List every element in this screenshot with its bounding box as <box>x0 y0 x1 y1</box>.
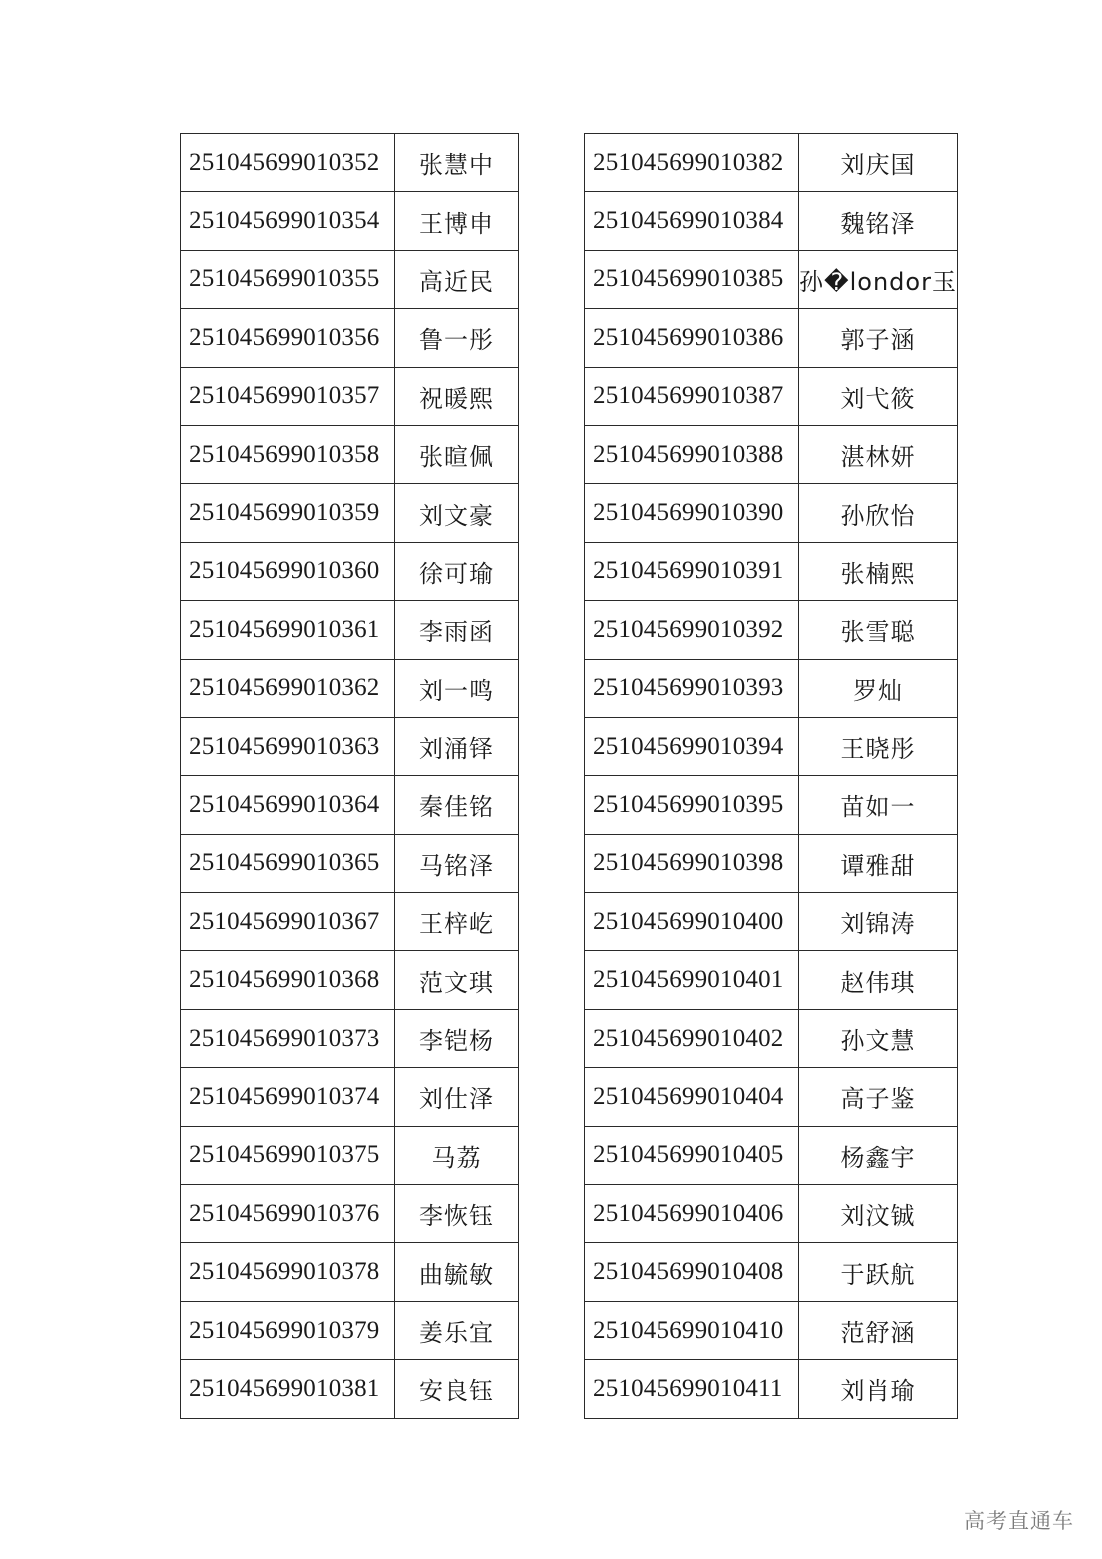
candidate-name-cell: 张楠熙 <box>799 542 958 600</box>
candidate-name-cell: 刘庆国 <box>799 134 958 192</box>
candidate-id-cell: 251045699010382 <box>585 134 799 192</box>
table-row <box>585 1009 958 1067</box>
candidate-name-cell: 李恢钰 <box>395 1185 519 1243</box>
candidate-name-cell: 刘锦涛 <box>799 893 958 951</box>
candidate-name-cell: 范文琪 <box>395 951 519 1009</box>
roster-table-right-body <box>585 134 958 1419</box>
candidate-id-cell: 251045699010411 <box>585 1360 799 1418</box>
candidate-id-cell: 251045699010410 <box>585 1301 799 1359</box>
candidate-id-cell: 251045699010387 <box>585 367 799 425</box>
candidate-id-cell: 251045699010392 <box>585 601 799 659</box>
table-row <box>181 659 519 717</box>
candidate-name-cell: 罗灿 <box>799 659 958 717</box>
table-row <box>181 834 519 892</box>
candidate-name-cell: 范舒涵 <box>799 1301 958 1359</box>
table-row <box>585 717 958 775</box>
candidate-name-cell: 马铭泽 <box>395 834 519 892</box>
candidate-name-cell: 杨鑫宇 <box>799 1126 958 1184</box>
table-row <box>181 1301 519 1359</box>
table-row <box>585 192 958 250</box>
candidate-id-cell: 251045699010358 <box>181 425 395 483</box>
candidate-name-cell: 马荔 <box>395 1126 519 1184</box>
candidate-id-cell: 251045699010354 <box>181 192 395 250</box>
table-row <box>181 250 519 308</box>
candidate-name-cell: 祝暖熙 <box>395 367 519 425</box>
table-row <box>181 192 519 250</box>
candidate-name-cell: 刘汶铖 <box>799 1185 958 1243</box>
table-row <box>585 1185 958 1243</box>
candidate-id-cell: 251045699010381 <box>181 1360 395 1418</box>
table-row <box>585 1360 958 1418</box>
candidate-name-cell: 刘弋筱 <box>799 367 958 425</box>
candidate-id-cell: 251045699010408 <box>585 1243 799 1301</box>
candidate-id-cell: 251045699010356 <box>181 309 395 367</box>
table-row <box>181 425 519 483</box>
candidate-name-cell: 李铠杨 <box>395 1009 519 1067</box>
candidate-name-cell: 谭雅甜 <box>799 834 958 892</box>
candidate-name-cell: 秦佳铭 <box>395 776 519 834</box>
candidate-id-cell: 251045699010394 <box>585 717 799 775</box>
candidate-name-cell: 刘仕泽 <box>395 1068 519 1126</box>
candidate-name-cell: 姜乐宜 <box>395 1301 519 1359</box>
candidate-name-cell: 孙�londor玉 <box>799 250 958 308</box>
candidate-name-cell: 王梓屹 <box>395 893 519 951</box>
watermark-text: 高考直通车 <box>964 1509 1074 1533</box>
candidate-id-cell: 251045699010374 <box>181 1068 395 1126</box>
candidate-id-cell: 251045699010385 <box>585 250 799 308</box>
candidate-id-cell: 251045699010391 <box>585 542 799 600</box>
table-row <box>181 309 519 367</box>
table-row <box>585 834 958 892</box>
candidate-id-cell: 251045699010378 <box>181 1243 395 1301</box>
candidate-name-cell: 张暄佩 <box>395 425 519 483</box>
candidate-name-cell: 赵伟琪 <box>799 951 958 1009</box>
candidate-name-cell: 高近民 <box>395 250 519 308</box>
table-row <box>181 367 519 425</box>
candidate-id-cell: 251045699010406 <box>585 1185 799 1243</box>
candidate-name-cell: 张慧中 <box>395 134 519 192</box>
table-row <box>585 484 958 542</box>
table-row <box>181 1068 519 1126</box>
candidate-id-cell: 251045699010404 <box>585 1068 799 1126</box>
candidate-id-cell: 251045699010388 <box>585 425 799 483</box>
candidate-name-cell: 刘一鸣 <box>395 659 519 717</box>
table-row <box>585 1243 958 1301</box>
candidate-name-cell: 高子鉴 <box>799 1068 958 1126</box>
candidate-id-cell: 251045699010357 <box>181 367 395 425</box>
candidate-name-cell: 鲁一彤 <box>395 309 519 367</box>
candidate-id-cell: 251045699010362 <box>181 659 395 717</box>
candidate-id-cell: 251045699010376 <box>181 1185 395 1243</box>
table-row <box>585 1301 958 1359</box>
candidate-name-cell: 李雨函 <box>395 601 519 659</box>
table-row <box>585 1068 958 1126</box>
candidate-id-cell: 251045699010373 <box>181 1009 395 1067</box>
candidate-id-cell: 251045699010365 <box>181 834 395 892</box>
candidate-id-cell: 251045699010405 <box>585 1126 799 1184</box>
table-row <box>181 601 519 659</box>
table-row <box>585 659 958 717</box>
candidate-id-cell: 251045699010367 <box>181 893 395 951</box>
table-row <box>181 1126 519 1184</box>
candidate-name-cell: 郭子涵 <box>799 309 958 367</box>
roster-table-left <box>180 133 519 1419</box>
candidate-name-cell: 苗如一 <box>799 776 958 834</box>
candidate-id-cell: 251045699010398 <box>585 834 799 892</box>
candidate-name-cell: 刘涌铎 <box>395 717 519 775</box>
candidate-name-cell: 于跃航 <box>799 1243 958 1301</box>
candidate-name-cell: 张雪聪 <box>799 601 958 659</box>
candidate-id-cell: 251045699010393 <box>585 659 799 717</box>
roster-table-left-body <box>181 134 519 1419</box>
candidate-name-cell: 刘肖瑜 <box>799 1360 958 1418</box>
roster-table-right <box>584 133 958 1419</box>
table-row <box>585 951 958 1009</box>
table-row <box>585 309 958 367</box>
table-row <box>181 134 519 192</box>
table-row <box>181 1009 519 1067</box>
candidate-id-cell: 251045699010390 <box>585 484 799 542</box>
table-row <box>181 542 519 600</box>
candidate-name-cell: 湛林妍 <box>799 425 958 483</box>
candidate-name-cell: 魏铭泽 <box>799 192 958 250</box>
table-row <box>585 776 958 834</box>
candidate-id-cell: 251045699010379 <box>181 1301 395 1359</box>
table-row <box>585 542 958 600</box>
candidate-id-cell: 251045699010368 <box>181 951 395 1009</box>
table-row <box>181 1360 519 1418</box>
candidate-id-cell: 251045699010375 <box>181 1126 395 1184</box>
table-row <box>585 893 958 951</box>
candidate-name-cell: 王晓彤 <box>799 717 958 775</box>
candidate-name-cell: 徐可瑜 <box>395 542 519 600</box>
table-row <box>585 250 958 308</box>
table-row <box>585 367 958 425</box>
candidate-id-cell: 251045699010401 <box>585 951 799 1009</box>
candidate-name-cell: 王博申 <box>395 192 519 250</box>
candidate-id-cell: 251045699010386 <box>585 309 799 367</box>
table-row <box>585 601 958 659</box>
table-row <box>181 776 519 834</box>
table-row <box>181 951 519 1009</box>
candidate-name-cell: 刘文豪 <box>395 484 519 542</box>
candidate-id-cell: 251045699010363 <box>181 717 395 775</box>
table-row <box>181 1243 519 1301</box>
candidate-id-cell: 251045699010359 <box>181 484 395 542</box>
candidate-id-cell: 251045699010364 <box>181 776 395 834</box>
candidate-id-cell: 251045699010352 <box>181 134 395 192</box>
candidate-name-cell: 安良钰 <box>395 1360 519 1418</box>
candidate-name-cell: 曲毓敏 <box>395 1243 519 1301</box>
table-row <box>181 1185 519 1243</box>
candidate-id-cell: 251045699010361 <box>181 601 395 659</box>
table-row <box>585 425 958 483</box>
table-row <box>181 717 519 775</box>
table-row <box>181 893 519 951</box>
candidate-id-cell: 251045699010395 <box>585 776 799 834</box>
candidate-id-cell: 251045699010402 <box>585 1009 799 1067</box>
candidate-id-cell: 251045699010384 <box>585 192 799 250</box>
candidate-id-cell: 251045699010355 <box>181 250 395 308</box>
table-row <box>181 484 519 542</box>
table-row <box>585 1126 958 1184</box>
candidate-name-cell: 孙欣怡 <box>799 484 958 542</box>
candidate-name-cell: 孙文慧 <box>799 1009 958 1067</box>
candidate-id-cell: 251045699010400 <box>585 893 799 951</box>
candidate-id-cell: 251045699010360 <box>181 542 395 600</box>
table-row <box>585 134 958 192</box>
